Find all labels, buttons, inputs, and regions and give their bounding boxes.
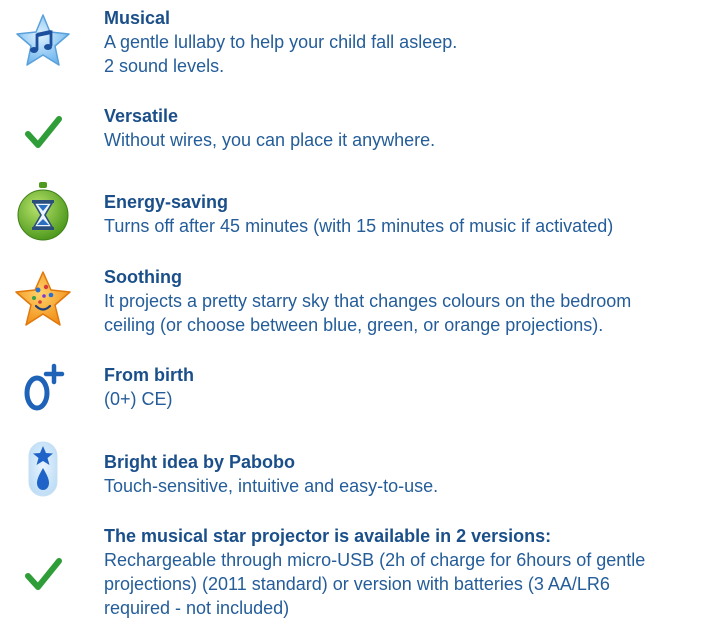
hourglass-icon: [14, 182, 72, 240]
feature-title: Versatile: [104, 106, 179, 126]
feature-title: Bright idea by Pabobo: [104, 452, 296, 472]
feature-desc-line: required - not included): [104, 598, 290, 618]
feature-text: [104, 190, 699, 238]
feature-title: Energy-saving: [104, 192, 229, 212]
feature-desc-line: It projects a pretty starry sky that changes colours on the bedroom: [104, 291, 632, 311]
feature-text: [104, 450, 699, 498]
music-note-star-icon: [14, 12, 72, 70]
feature-text: [104, 6, 699, 78]
touch-sensor-icon: [14, 440, 72, 498]
feature-desc-line: Touch-sensitive, intuitive and easy-to-use.: [104, 476, 439, 496]
feature-desc-line: 2 sound levels.: [104, 56, 225, 76]
feature-text: [104, 104, 699, 152]
feature-title: The musical star projector is available in 2 versions:: [104, 526, 552, 546]
feature-desc-line: (0+) CE): [104, 389, 173, 409]
feature-desc-line: Turns off after 45 minutes (with 15 minutes of music if activated): [104, 216, 614, 236]
checkmark-icon: [14, 104, 72, 162]
feature-desc-line: ceiling (or choose between blue, green, or orange projections).: [104, 315, 604, 335]
feature-title: Musical: [104, 8, 171, 28]
feature-desc-line: projections) (2011 standard) or version with batteries (3 AA/LR6: [104, 574, 610, 594]
feature-text: [104, 524, 699, 620]
feature-title: Soothing: [104, 267, 182, 287]
zero-plus-icon: [14, 359, 72, 417]
feature-title: From birth: [104, 365, 194, 385]
feature-desc-line: Rechargeable through micro-USB (2h of charge for 6hours of gentle: [104, 550, 646, 570]
feature-text: [104, 363, 699, 411]
starry-sky-star-icon: [14, 270, 72, 328]
feature-text: [104, 265, 699, 337]
feature-desc-line: A gentle lullaby to help your child fall asleep.: [104, 32, 458, 52]
feature-desc-line: Without wires, you can place it anywhere.: [104, 130, 436, 150]
checkmark-icon: [14, 546, 72, 604]
